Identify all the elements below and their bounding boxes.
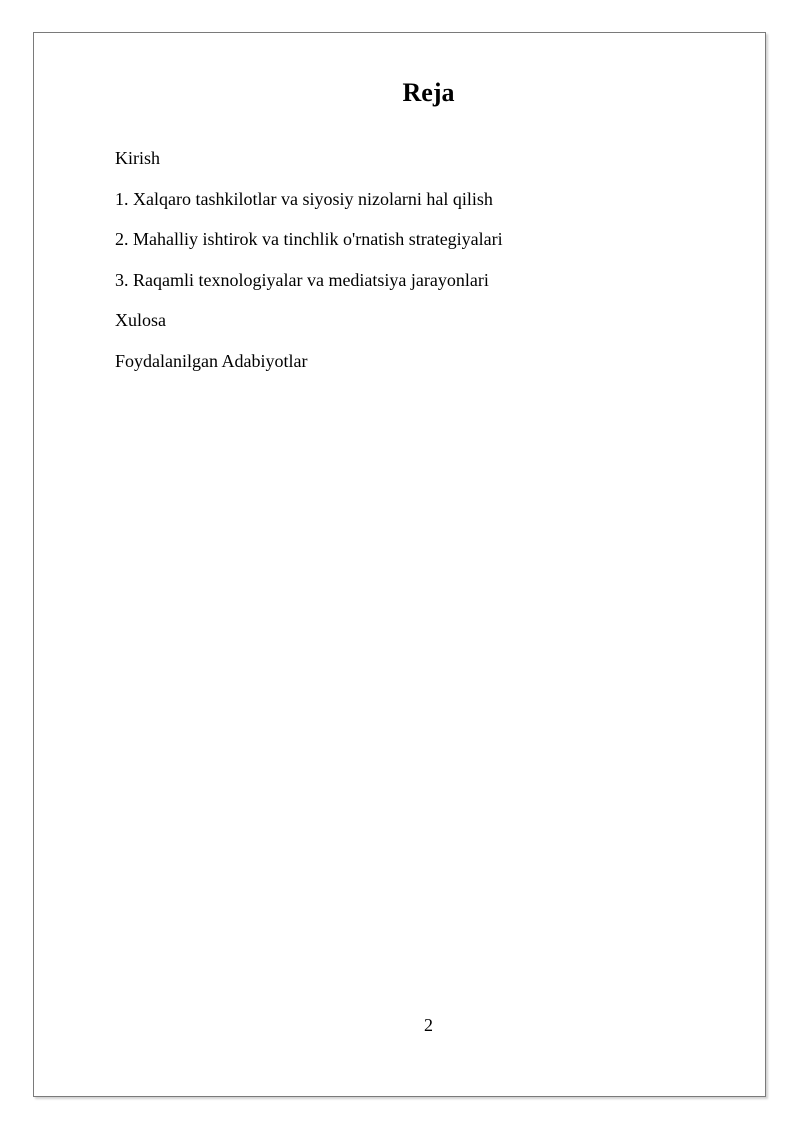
- toc-item-references: Foydalanilgan Adabiyotlar: [115, 350, 308, 371]
- document-page: [33, 32, 766, 1097]
- page-title: Reja: [402, 78, 455, 107]
- page-number: 2: [424, 1015, 433, 1035]
- toc-item-chapter-2: 2. Mahalliy ishtirok va tinchlik o'rnatish strategiyalari: [115, 229, 503, 250]
- toc-item-chapter-1: 1. Xalqaro tashkilotlar va siyosiy nizolarni hal qilish: [115, 188, 493, 209]
- toc-item-conclusion: Xulosa: [115, 310, 166, 331]
- toc-item-chapter-3: 3. Raqamli texnologiyalar va mediatsiya jarayonlari: [115, 269, 489, 290]
- table-of-contents: [115, 147, 503, 391]
- toc-item-introduction: Kirish: [115, 148, 160, 168]
